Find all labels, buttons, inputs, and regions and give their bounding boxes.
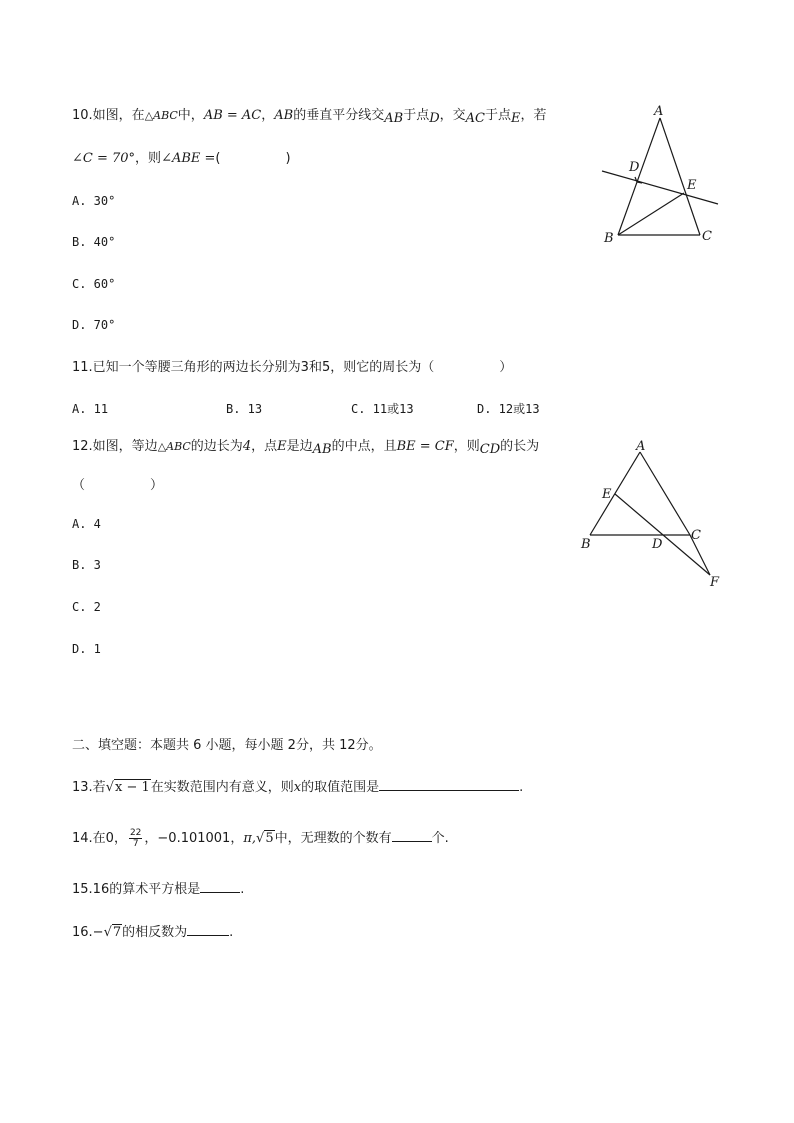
q12-text-e: 的中点，且 xyxy=(331,439,397,454)
q13-text-c: 的取值范围是 xyxy=(301,780,380,795)
q12-text-g: 的长为 xyxy=(500,439,540,454)
q14-text-d: 个. xyxy=(431,831,449,846)
q13-text-b: 在实数范围内有意义，则 xyxy=(150,780,294,795)
q10-bracket: ( ) xyxy=(215,151,291,166)
q12-length: 4 xyxy=(242,439,252,454)
fig1-label-d: D xyxy=(629,160,640,175)
q12-text-b: 的边长为 xyxy=(190,439,243,454)
q14-text-a: 14.在0， xyxy=(72,831,127,846)
fig2-label-e: E xyxy=(602,487,612,502)
q10-text-c: ， xyxy=(261,108,275,123)
q12-ab: AB xyxy=(312,442,332,457)
q16-radicand: 7 xyxy=(112,925,122,940)
q12-text-c: ，点 xyxy=(251,439,278,454)
q12-cd: CD xyxy=(479,442,501,457)
q13-variable-x: x xyxy=(293,780,302,795)
q12-eq-be-cf: BE = CF xyxy=(396,439,454,454)
q12-figure xyxy=(570,432,730,592)
q16-radical: √7 xyxy=(103,925,122,940)
fig1-side-ab xyxy=(618,118,660,235)
q10-eq-ab-ac: AB = AC xyxy=(203,108,262,123)
q15-text-a: 15.16的算术平方根是 xyxy=(72,882,201,897)
q12-text-d: 是边 xyxy=(286,439,313,454)
q11-option-b[interactable]: B. 13 xyxy=(226,402,263,416)
q10-ab: AB xyxy=(274,108,294,123)
q13-text-d: . xyxy=(519,780,524,795)
q14-radical: √5 xyxy=(256,831,274,846)
q14-answer-blank[interactable] xyxy=(392,827,432,842)
q10-ac: AC xyxy=(465,111,485,126)
fig2-label-f: F xyxy=(710,575,720,590)
fig1-segment-be xyxy=(618,193,684,235)
q10-ab-2: AB xyxy=(384,111,404,126)
q10-point-d: D xyxy=(429,111,440,126)
q14-text-b: ，−0.101001， xyxy=(144,831,244,846)
fig2-label-b: B xyxy=(581,537,591,552)
fig2-label-a: A xyxy=(636,439,646,454)
q12-line1 xyxy=(72,438,539,456)
q11-option-c[interactable]: C. 11或13 xyxy=(351,402,414,416)
fig1-label-b: B xyxy=(604,231,614,246)
q14-pi: π, xyxy=(243,831,257,846)
q12-option-d[interactable]: D. 1 xyxy=(72,642,101,656)
q16-text-a: 16.− xyxy=(72,925,104,940)
q14-text-c: 中，无理数的个数有 xyxy=(274,831,392,846)
q15-line xyxy=(72,878,244,899)
q13-line xyxy=(72,776,523,797)
fig2-side-ac xyxy=(640,452,690,535)
q10-angle-c: ∠C = 70° xyxy=(72,151,136,166)
fig2-label-c: C xyxy=(691,528,701,543)
q12-point-e: E xyxy=(277,439,287,454)
q10-option-b[interactable]: B. 40° xyxy=(72,235,116,249)
q10-text-d: 的垂直平分线交 xyxy=(293,108,385,123)
q13-radical: √x − 1 xyxy=(105,780,150,795)
q10-text-i: ，则 xyxy=(135,151,162,166)
fig2-label-d: D xyxy=(652,537,663,552)
q11-option-d[interactable]: D. 12或13 xyxy=(477,402,540,416)
q10-triangle: △ABC xyxy=(144,109,178,122)
q14-fraction-numerator: 22 xyxy=(129,828,142,838)
q10-option-c[interactable]: C. 60° xyxy=(72,277,116,291)
q14-fraction-denominator: 7 xyxy=(132,839,139,849)
q10-text-f: ，交 xyxy=(439,108,466,123)
q10-line1 xyxy=(72,107,547,125)
q11-option-a[interactable]: A. 11 xyxy=(72,402,109,416)
fig1-label-a: A xyxy=(654,104,664,119)
fig1-label-c: C xyxy=(702,229,712,244)
q10-angle-abe: ∠ABE = xyxy=(161,151,216,166)
q13-answer-blank[interactable] xyxy=(379,776,519,791)
q16-text-c: . xyxy=(229,925,234,940)
q10-text-a: 10.如图，在 xyxy=(72,108,145,123)
q12-bracket: （ ） xyxy=(72,478,164,493)
q13-text-a: 13.若 xyxy=(72,780,106,795)
q14-radicand: 5 xyxy=(265,831,274,846)
q13-radicand: x − 1 xyxy=(114,780,150,795)
q10-option-a[interactable]: A. 30° xyxy=(72,194,116,208)
q10-text-g: 于点 xyxy=(485,108,512,123)
q16-answer-blank[interactable] xyxy=(187,921,229,936)
fig1-side-ac xyxy=(660,118,700,235)
q10-line2 xyxy=(72,150,291,168)
section-2-header: 二、填空题：本题共 6 小题，每小题 2分，共 12分。 xyxy=(72,738,382,753)
q10-text-e: 于点 xyxy=(403,108,430,123)
q10-option-d[interactable]: D. 70° xyxy=(72,318,116,332)
q12-option-c[interactable]: C. 2 xyxy=(72,600,101,614)
q12-text-a: 12.如图，等边 xyxy=(72,439,158,454)
q12-option-a[interactable]: A. 4 xyxy=(72,517,101,531)
q11-text: 11.已知一个等腰三角形的两边长分别为3和5，则它的周长为（ ） xyxy=(72,360,513,375)
q10-point-e: E xyxy=(511,111,521,126)
q12-text-f: ，则 xyxy=(453,439,480,454)
q15-text-b: . xyxy=(240,882,245,897)
q14-fraction xyxy=(129,828,142,849)
q16-text-b: 的相反数为 xyxy=(122,925,188,940)
fig2-side-ab xyxy=(590,452,640,535)
q10-text-b: 中， xyxy=(177,108,204,123)
q10-figure xyxy=(590,98,730,248)
q12-triangle: △ABC xyxy=(157,440,191,453)
q10-text-h: ，若 xyxy=(520,108,547,123)
fig1-label-e: E xyxy=(687,178,697,193)
q16-line xyxy=(72,921,233,942)
q14-line xyxy=(72,827,449,849)
q15-answer-blank[interactable] xyxy=(200,878,240,893)
q12-option-b[interactable]: B. 3 xyxy=(72,558,101,572)
fig1-perpendicular-bisector xyxy=(602,171,718,204)
